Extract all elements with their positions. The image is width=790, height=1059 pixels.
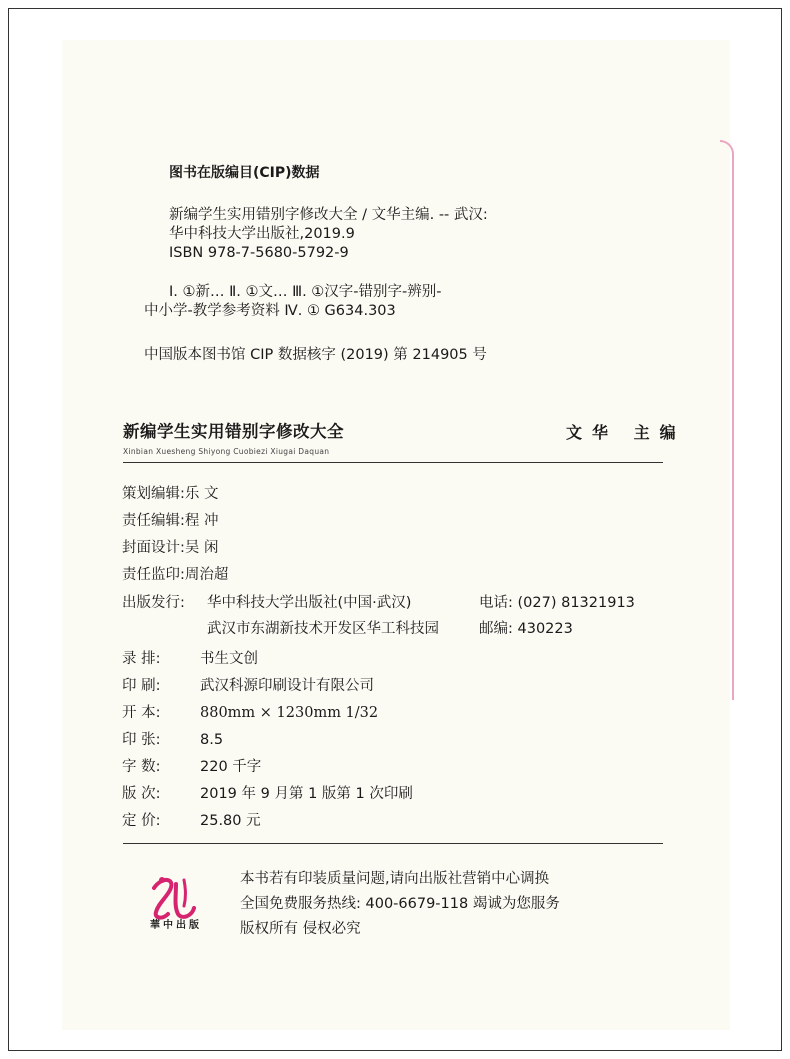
pink-page-edge — [720, 140, 734, 700]
cip-subject-line2: 中小学-教学参考资料 Ⅳ. ① G634.303 — [144, 303, 396, 319]
spec-price — [122, 812, 261, 830]
spec-label: 版 次: — [122, 786, 161, 802]
credit-cover-design — [122, 539, 219, 557]
spec-value: 25.80 元 — [200, 813, 261, 829]
spec-edition — [122, 785, 413, 803]
spec-value: 2019 年 9 月第 1 版第 1 次印刷 — [200, 786, 413, 802]
book-title: 新编学生实用错别字修改大全 — [123, 422, 344, 441]
credit-planning-editor — [122, 485, 219, 503]
notice-line2: 全国免费服务热线: 400-6679-118 竭诚为您服务 — [240, 896, 560, 912]
spec-value: 武汉科源印刷设计有限公司 — [200, 678, 374, 694]
spec-label: 开 本: — [122, 705, 161, 721]
publisher-phone: 电话: (027) 81321913 — [479, 595, 635, 611]
notice-line3: 版权所有 侵权必究 — [240, 921, 361, 937]
credit-value: 程 冲 — [184, 513, 219, 529]
publisher-logo-text: 華中出版 — [150, 920, 202, 931]
spec-value: 8.5 — [200, 732, 224, 748]
spec-label: 字 数: — [122, 759, 161, 775]
credit-responsible-editor — [122, 512, 219, 530]
spec-label: 印 张: — [122, 732, 161, 748]
spec-label: 定 价: — [122, 813, 161, 829]
cip-entry-line2: 华中科技大学出版社,2019.9 — [169, 226, 355, 242]
cip-heading: 图书在版编目(CIP)数据 — [169, 165, 320, 181]
spec-label: 印 刷: — [122, 678, 161, 694]
book-title-pinyin: Xinbian Xuesheng Shiyong Cuobiezi Xiugai Daquan — [123, 447, 330, 456]
publisher-address: 武汉市东湖新技术开发区华工科技园 — [207, 621, 439, 637]
footer-rule — [123, 843, 663, 844]
cip-library-record: 中国版本图书馆 CIP 数据核字 (2019) 第 214905 号 — [144, 347, 487, 363]
credit-label: 责任监印: — [122, 567, 185, 583]
publisher-label: 出版发行: — [122, 595, 185, 611]
spec-value: 书生文创 — [200, 651, 258, 667]
publisher-postcode: 邮编: 430223 — [479, 621, 573, 637]
book-editor: 文华 主编 — [566, 423, 686, 442]
credit-value: 乐 文 — [184, 486, 219, 502]
spec-typesetting — [122, 650, 258, 668]
cip-isbn: ISBN 978-7-5680-5792-9 — [169, 245, 349, 261]
spec-sheets — [122, 731, 223, 749]
credit-label: 责任编辑: — [122, 513, 185, 529]
spec-value: 880mm × 1230mm 1/32 — [200, 705, 379, 721]
title-rule — [123, 462, 663, 463]
spec-format — [122, 704, 378, 722]
publisher-name: 华中科技大学出版社(中国·武汉) — [207, 595, 412, 611]
spec-word-count — [122, 758, 261, 776]
credit-value: 吴 闲 — [184, 540, 219, 556]
spec-value: 220 千字 — [200, 759, 262, 775]
spec-printing — [122, 677, 374, 695]
cip-entry-line1: 新编学生实用错别字修改大全 / 文华主编. -- 武汉: — [169, 207, 488, 223]
notice-line1: 本书若有印装质量问题,请向出版社营销中心调换 — [240, 871, 550, 887]
credit-label: 封面设计: — [122, 540, 185, 556]
credit-label: 策划编辑: — [122, 486, 185, 502]
spec-label: 录 排: — [122, 651, 161, 667]
credit-value: 周治超 — [184, 567, 229, 583]
credit-print-supervisor — [122, 566, 228, 584]
cip-subject-line1: Ⅰ. ①新… Ⅱ. ①文… Ⅲ. ①汉字-错别字-辨别- — [169, 284, 442, 300]
